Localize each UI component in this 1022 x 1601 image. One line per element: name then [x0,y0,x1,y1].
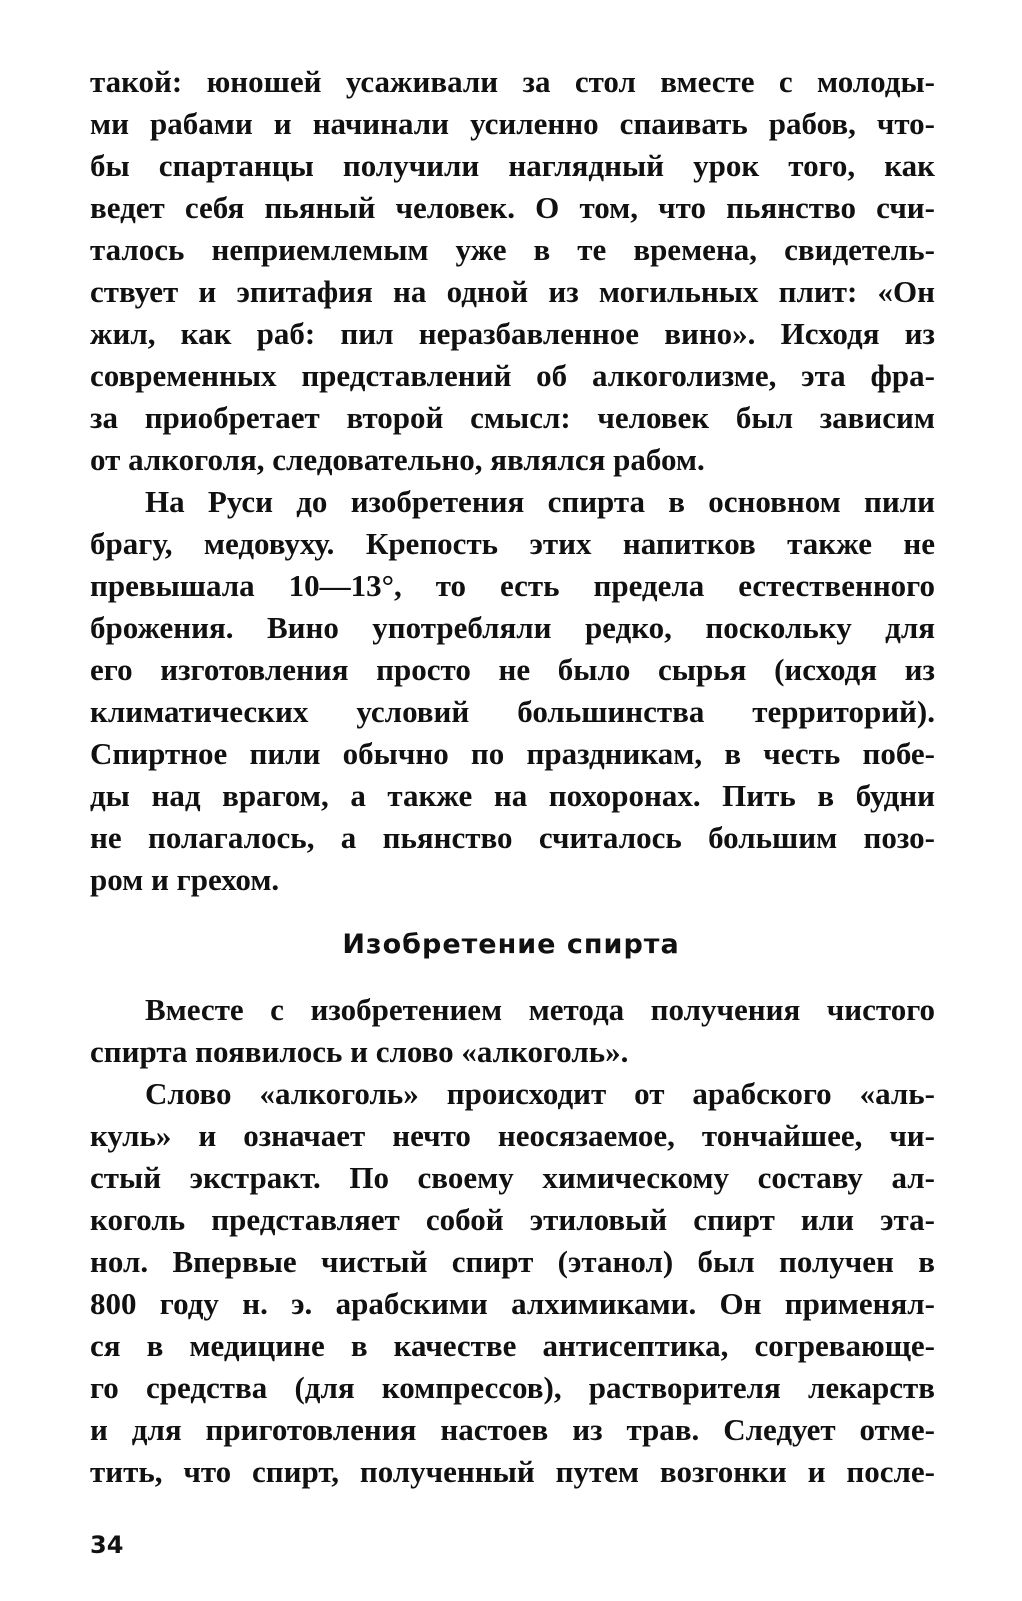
text-line: 800 году н. э. арабскими алхимиками. Он применял- [90,1286,935,1321]
text-line: Вместе с изобретением метода получения чистого [145,992,935,1027]
text-line: ми рабами и начинали усиленно спаивать рабов, что- [90,106,935,141]
text-line: не полагалось, а пьянство считалось большим позо- [90,820,935,855]
text-line: за приобретает второй смысл: человек был зависим [90,400,935,435]
text-line: Слово «алкоголь» происходит от арабского «аль- [145,1076,935,1111]
text-line: от алкоголя, следовательно, являлся рабом. [90,442,705,477]
text-line: коголь представляет собой этиловый спирт или эта- [90,1202,935,1237]
text-line: ведет себя пьяный человек. О том, что пьянство счи- [90,190,935,225]
text-line: стый экстракт. По своему химическому составу ал- [90,1160,935,1195]
text-line: го средства (для компрессов), растворителя лекарств [90,1370,935,1405]
text-line: жил, как раб: пил неразбавленное вино». Исходя из [90,316,935,351]
text-line: спирта появилось и слово «алкоголь». [90,1034,629,1069]
text-line: и для приготовления настоев из трав. Следует отме- [90,1412,935,1447]
text-line: бы спартанцы получили наглядный урок того, как [90,148,935,183]
text-line: брагу, медовуху. Крепость этих напитков также не [90,526,935,561]
text-line: ром и грехом. [90,862,280,897]
text-line: ды над врагом, а также на похоронах. Пить в будни [90,778,935,813]
text-line: такой: юношей усаживали за стол вместе с молоды- [90,64,935,99]
text-line: куль» и означает нечто неосязаемое, тончайшее, чи- [90,1118,935,1153]
text-line: нол. Впервые чистый спирт (этанол) был получен в [90,1244,935,1279]
text-line: На Руси до изобретения спирта в основном пили [145,484,935,519]
page-number: 34 [90,1531,124,1559]
text-line: брожения. Вино употребляли редко, поскольку для [90,610,935,645]
text-line: превышала 10—13°, то есть предела естественного [90,568,935,603]
text-line: ствует и эпитафия на одной из могильных плит: «Он [90,274,935,309]
text-line: Спиртное пили обычно по праздникам, в честь побе- [90,736,935,771]
text-line: талось неприемлемым уже в те времена, свидетель- [90,232,935,267]
text-line: ся в медицине в качестве антисептика, согревающе- [90,1328,935,1363]
text-line: его изготовления просто не было сырья (исходя из [90,652,935,687]
text-line: климатических условий большинства территорий). [90,694,935,729]
text-line: современных представлений об алкоголизме, эта фра- [90,358,935,393]
section-heading: Изобретение спирта [342,929,680,960]
text-line: тить, что спирт, полученный путем возгонки и после- [90,1454,935,1489]
